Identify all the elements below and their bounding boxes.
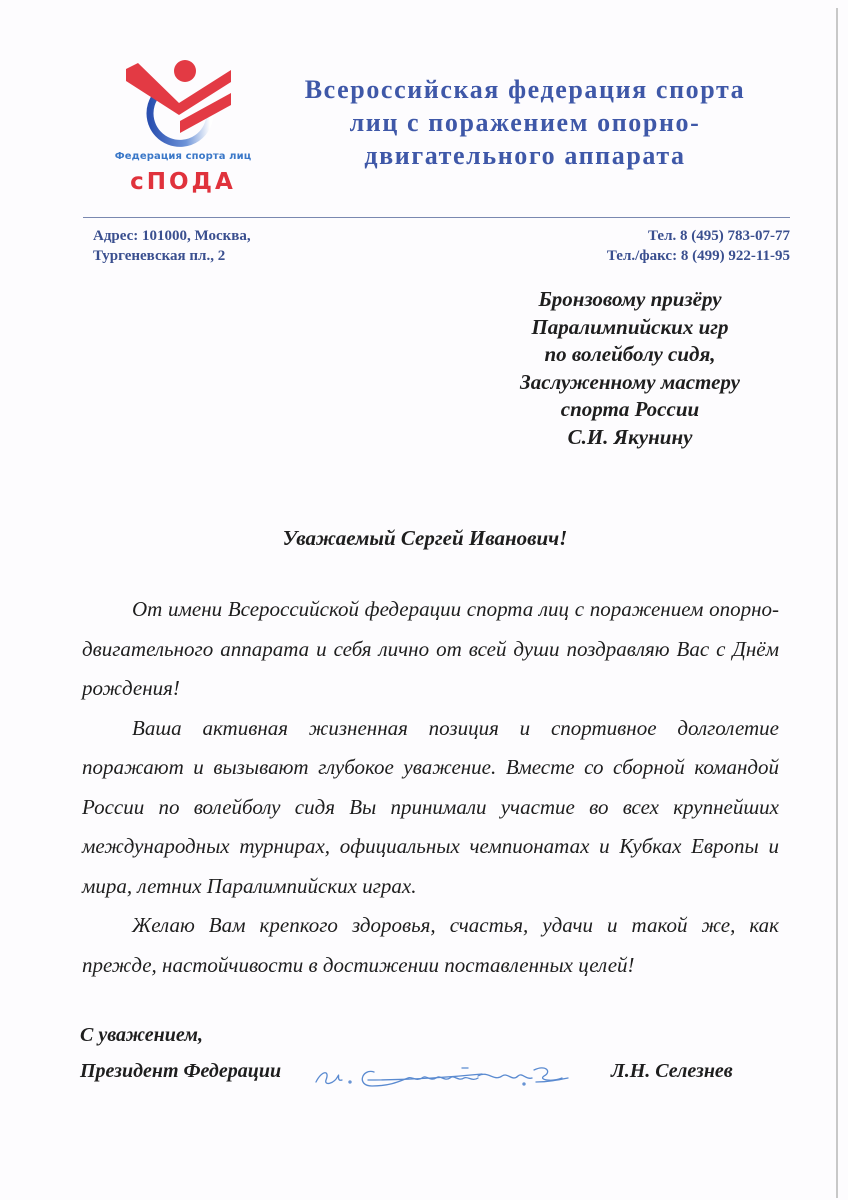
organization-title: [270, 73, 780, 172]
logo-name: сПОДА: [130, 169, 236, 195]
address-block: [93, 226, 251, 266]
page-edge: [836, 8, 838, 1198]
recipient-line: Паралимпийских игр: [531, 314, 729, 339]
federation-logo-icon: [118, 55, 248, 147]
org-title-line: Всероссийская федерация спорта: [304, 75, 746, 104]
body-paragraph: От имени Всероссийской федерации спорта лиц с поражением опорно-двигательного аппарата и себя лично от всей души поздравляю Вас с Днём рождения!: [82, 597, 779, 700]
phone-block: [607, 226, 790, 266]
recipient-line: спорта России: [560, 397, 700, 421]
recipient-line: по волейболу сидя,: [544, 342, 716, 366]
logo-caption: Федерация спорта лиц: [114, 151, 252, 162]
signatory-position: Президент Федерации: [80, 1060, 282, 1082]
address-line: Тургеневская пл., 2: [93, 248, 226, 264]
federation-logo: [108, 55, 258, 205]
org-title-line: двигательного аппарата: [364, 141, 686, 170]
salutation: Уважаемый Сергей Иванович!: [282, 526, 568, 550]
recipient-block: [470, 286, 790, 451]
recipient-line: Бронзовому призёру: [538, 287, 722, 311]
header-divider: [83, 217, 790, 218]
address-line: Адрес: 101000, Москва,: [93, 228, 251, 244]
recipient-line: Заслуженному мастеру: [520, 369, 740, 394]
phone-line: Тел./факс: 8 (499) 922-11-95: [606, 248, 790, 264]
recipient-line: С.И. Якунину: [567, 424, 693, 449]
body-paragraph: Желаю Вам крепкого здоровья, счастья, удачи и такой же, как прежде, настойчивости в достижении поставленных целей!: [82, 913, 779, 977]
phone-line: Тел. 8 (495) 783-07-77: [648, 228, 790, 244]
closing: С уважением,: [80, 1024, 203, 1046]
signature-line: [80, 1060, 780, 1096]
body-paragraph: Ваша активная жизненная позиция и спортивное долголетие поражают и вызывают глубокое уважение. Вместе со сборной командой России по волейболу сидя Вы принимали участие во всех крупнейших международных турнирах, официальных чемпионатах и Кубках Европы и мира, летних Паралимпийских играх.: [82, 715, 779, 898]
org-title-line: лиц с поражением опорно-: [349, 108, 701, 137]
signatory-name: Л.Н. Селезнев: [611, 1060, 733, 1082]
letter-body: [82, 590, 779, 985]
handwritten-signature-icon: [312, 1056, 582, 1092]
